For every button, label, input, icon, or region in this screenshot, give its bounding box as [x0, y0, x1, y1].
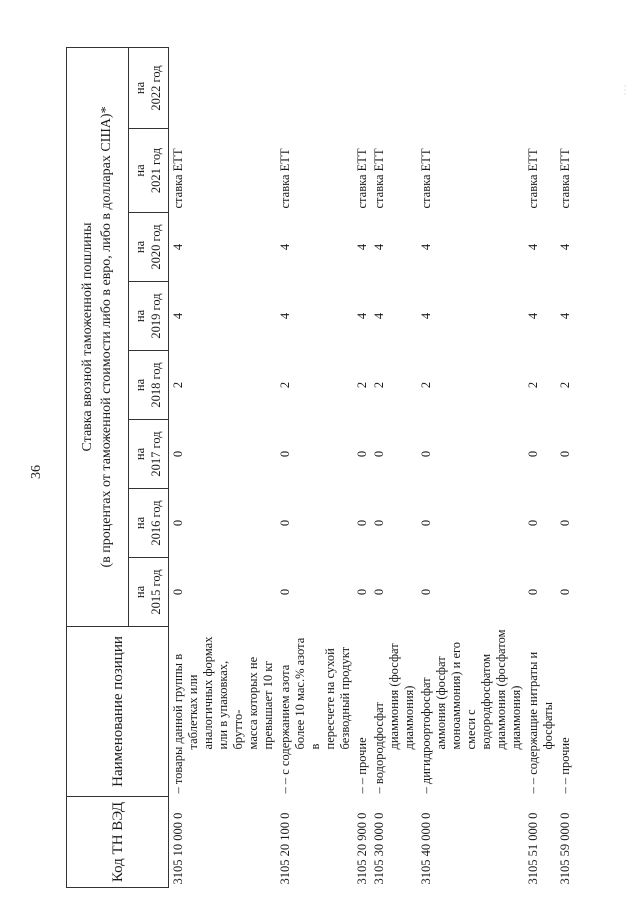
rate-2020: 4	[558, 243, 572, 251]
row-description	[353, 627, 370, 797]
row-description	[556, 627, 573, 797]
header-rate-line2: (в процентах от таможенной стоимости либо в евро, либо в долларах США)*	[98, 106, 114, 568]
header-year-prefix: на	[132, 378, 147, 392]
rate-2017: 0	[278, 450, 292, 458]
rate-2018: 2	[355, 381, 369, 389]
header-year-prefix: на	[132, 164, 147, 177]
rate-2015: 0	[355, 588, 369, 596]
description-line: – – прочие	[558, 737, 572, 794]
rate-2021: ставка ЕТТ	[558, 148, 572, 209]
rate-2022	[417, 47, 524, 128]
rate-2018: 2	[372, 381, 386, 389]
rate-2015: 0	[526, 588, 540, 596]
description-line: смеси с	[464, 709, 478, 750]
header-year-2	[129, 420, 169, 489]
header-year-value: 2021 год	[148, 147, 163, 194]
rate-2022	[169, 47, 277, 128]
rate-2019: 4	[526, 312, 540, 320]
description-line: – товары данной группы в	[171, 653, 185, 794]
table-row	[370, 47, 417, 887]
rate-2019: 4	[419, 312, 433, 320]
header-code: Код ТН ВЭД	[67, 797, 169, 888]
rate-2020: 4	[526, 243, 540, 251]
header-year-prefix: на	[132, 309, 147, 323]
rate-2019: 4	[355, 312, 369, 320]
row-description	[276, 627, 353, 797]
description-line: аммония (фосфат	[434, 656, 448, 750]
rate-2017: 0	[558, 450, 572, 458]
description-line: превышает 10 кг	[261, 660, 275, 750]
row-description	[370, 627, 417, 797]
rate-2022	[370, 47, 417, 128]
row-code: 3105 59 000 0	[558, 812, 572, 885]
description-line: или в упаковках, брутто-	[216, 660, 245, 750]
rate-2022	[353, 47, 370, 128]
description-line: безводный продукт	[338, 646, 352, 750]
header-rate-line1: Ставка ввозной таможенной пошлины	[80, 222, 96, 452]
header-year-value: 2019 год	[148, 293, 163, 339]
header-rate	[67, 47, 129, 626]
header-year-prefix: на	[132, 81, 147, 95]
rate-2022	[276, 47, 353, 128]
table-row	[169, 47, 277, 887]
row-code: 3105 10 000 0	[171, 812, 185, 885]
table-row	[353, 47, 370, 887]
header-year-value: 2017 год	[148, 431, 163, 477]
header-year-value: 2022 год	[148, 65, 163, 111]
header-year-prefix: на	[132, 447, 147, 461]
header-year-prefix: на	[132, 516, 147, 530]
description-line: таблетках или	[186, 674, 200, 750]
header-year-value: 2015 год	[148, 569, 163, 615]
header-year-0	[129, 558, 169, 627]
header-year-6	[129, 129, 169, 213]
description-line: – – содержащие нитраты и	[526, 651, 540, 794]
rate-2018: 2	[171, 381, 185, 389]
tariff-table	[66, 47, 573, 888]
row-code: 3105 51 000 0	[526, 812, 540, 885]
row-code: 3105 30 000 0	[372, 812, 386, 885]
row-description	[169, 627, 277, 797]
header-year-prefix: на	[132, 585, 147, 599]
header-year-4	[129, 282, 169, 351]
header-year-value: 2018 год	[148, 362, 163, 408]
description-line: аналогичных формах	[201, 636, 215, 750]
rate-2018: 2	[419, 381, 433, 389]
header-year-3	[129, 351, 169, 420]
table-row	[417, 47, 524, 887]
rate-2021: ставка ЕТТ	[419, 148, 433, 209]
table-row	[276, 47, 353, 887]
rate-2017: 0	[372, 450, 386, 458]
rate-2018: 2	[558, 381, 572, 389]
rate-2017: 0	[526, 450, 540, 458]
page-number: 36	[29, 465, 44, 479]
rate-2017: 0	[419, 450, 433, 458]
rate-2019: 4	[171, 312, 185, 320]
description-line: фосфаты	[541, 701, 555, 750]
header-year-5	[129, 213, 169, 282]
rate-2021: ставка ЕТТ	[355, 148, 369, 209]
row-code: 3105 20 900 0	[355, 812, 369, 885]
description-line: – дигидроортофосфат	[419, 677, 433, 794]
rate-2015: 0	[171, 588, 185, 596]
rate-2018: 2	[278, 381, 292, 389]
table-body	[169, 47, 574, 887]
header-year-prefix: на	[132, 240, 147, 254]
rate-2021: ставка ЕТТ	[278, 148, 292, 209]
header-year-1	[129, 489, 169, 558]
rate-2021: ставка ЕТТ	[372, 148, 386, 209]
rate-2016: 0	[355, 519, 369, 527]
rate-2017: 0	[355, 450, 369, 458]
description-line: более 10 мас.% азота в	[293, 637, 322, 750]
tariff-table-rotated	[66, 48, 572, 888]
header-row-top	[67, 47, 129, 887]
rate-2016: 0	[278, 519, 292, 527]
description-line: диаммония)	[509, 685, 523, 750]
header-name: Наименование позиции	[67, 627, 169, 797]
row-code: 3105 40 000 0	[419, 812, 433, 885]
table-row	[524, 47, 556, 887]
description-line: – – прочие	[355, 737, 369, 794]
rate-2016: 0	[171, 519, 185, 527]
rate-2016: 0	[419, 519, 433, 527]
rate-2015: 0	[419, 588, 433, 596]
description-line: – водородфосфат	[372, 702, 386, 794]
description-line: водородфосфатом	[479, 653, 493, 750]
description-line: диаммония (фосфат	[387, 643, 401, 750]
rate-2020: 4	[355, 243, 369, 251]
description-line: масса которых не	[246, 656, 260, 750]
rate-2020: 4	[171, 243, 185, 251]
rate-2020: 4	[419, 243, 433, 251]
description-line: – – с содержанием азота	[278, 664, 292, 794]
scan-mark: · · ·	[621, 84, 630, 96]
rate-2020: 4	[372, 243, 386, 251]
description-line: моноаммония) и его	[449, 641, 463, 750]
row-description	[417, 627, 524, 797]
rate-2020: 4	[278, 243, 292, 251]
header-year-value: 2020 год	[148, 224, 163, 270]
rate-2017: 0	[171, 450, 185, 458]
rate-2015: 0	[372, 588, 386, 596]
rate-2016: 0	[526, 519, 540, 527]
description-line: диаммония)	[402, 685, 416, 750]
header-year-7	[129, 47, 169, 128]
rate-2021: ставка ЕТТ	[171, 148, 185, 209]
rate-2015: 0	[558, 588, 572, 596]
rate-2016: 0	[558, 519, 572, 527]
header-year-value: 2016 год	[148, 500, 163, 546]
rate-2018: 2	[526, 381, 540, 389]
description-line: пересчете на сухой	[323, 648, 337, 750]
rate-2016: 0	[372, 519, 386, 527]
row-description	[524, 627, 556, 797]
rate-2015: 0	[278, 588, 292, 596]
row-code: 3105 20 100 0	[278, 812, 292, 885]
rate-2022	[556, 47, 573, 128]
rate-2019: 4	[558, 312, 572, 320]
rate-2019: 4	[372, 312, 386, 320]
rate-2022	[524, 47, 556, 128]
rate-2019: 4	[278, 312, 292, 320]
table-row	[556, 47, 573, 887]
rate-2021: ставка ЕТТ	[526, 148, 540, 209]
description-line: диаммония (фосфатом	[494, 629, 508, 750]
